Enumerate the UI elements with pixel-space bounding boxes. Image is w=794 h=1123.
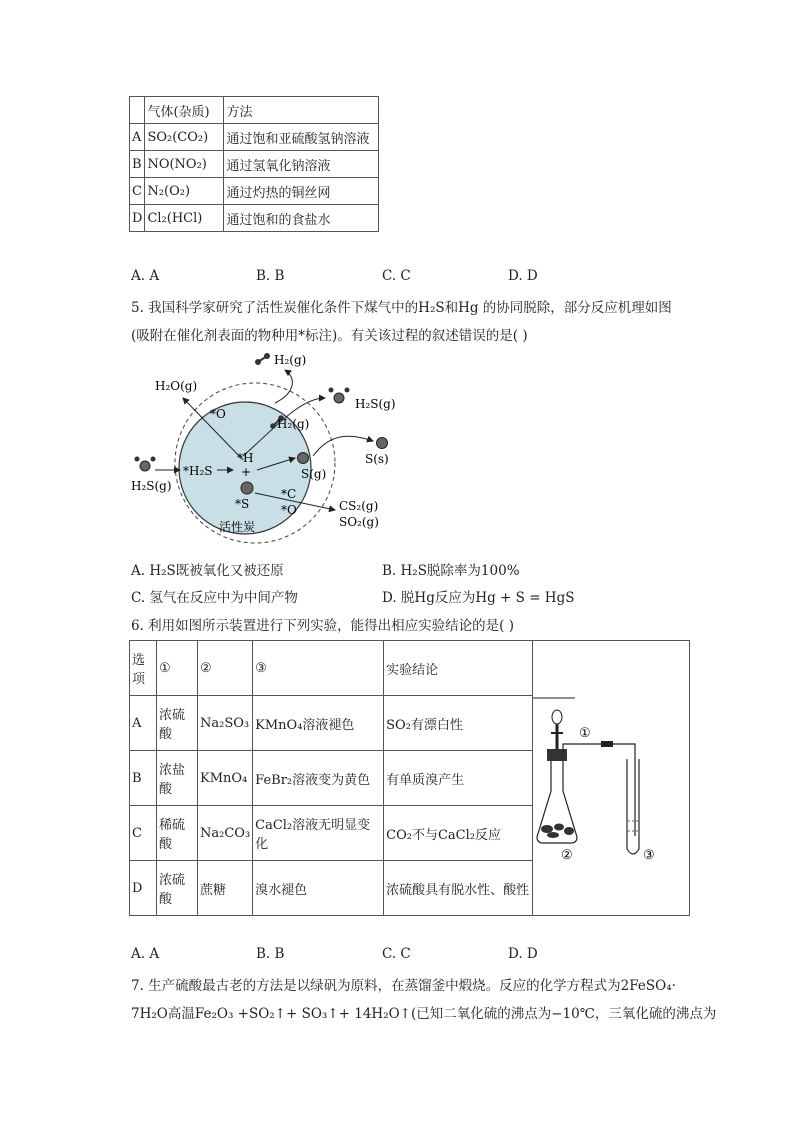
q6-option-b[interactable]: B. B: [256, 946, 285, 962]
q4-option-b[interactable]: B. B: [256, 268, 285, 284]
test-tube-icon: [627, 759, 639, 854]
header-col1: ①: [157, 641, 198, 696]
label-activated-carbon: 活性炭: [219, 520, 256, 534]
reagent1-b: 酸: [159, 782, 173, 797]
label-h2o: H₂O(g): [155, 379, 198, 393]
row-label: B: [130, 751, 157, 806]
reagent1-a: 稀硫: [159, 818, 186, 833]
reagent1-a: 浓硫: [159, 873, 186, 888]
reagent3-cell: CaCl₂溶液无明显变化: [253, 806, 384, 861]
reagent2-cell: Na₂CO₃: [198, 806, 253, 861]
label-so2: SO₂(g): [339, 515, 379, 529]
label-ss: S(s): [365, 452, 389, 466]
sulfur-atom-icon: [298, 453, 309, 464]
row-label: D: [130, 205, 145, 232]
q6-option-c[interactable]: C. C: [382, 946, 411, 962]
reagent1-a: 浓硫: [159, 708, 186, 723]
label-sg: S(g): [301, 467, 327, 481]
q4-option-c[interactable]: C. C: [382, 268, 411, 284]
reagent1-cell: [157, 696, 198, 751]
label-o-star: *O: [210, 407, 226, 421]
reagent1-cell: [157, 861, 198, 916]
h2-molecule-icon: [255, 353, 270, 365]
q5-option-d[interactable]: D. 脱Hg反应为Hg + S = HgS: [382, 590, 575, 606]
reagent2-cell: KMnO₄: [198, 751, 253, 806]
reagent1-b: 酸: [159, 892, 173, 907]
label-cs2: CS₂(g): [339, 499, 379, 513]
reagent2-cell: 蔗糖: [198, 861, 253, 916]
apparatus-cell: [533, 641, 690, 916]
header-conclusion: 实验结论: [384, 641, 533, 696]
reagent3-cell: 溴水褪色: [253, 861, 384, 916]
q7-stem-line2: 7H₂O高温Fe₂O₃ +SO₂↑+ SO₃↑+ 14H₂O↑(已知二氧化硫的沸点为−10℃，三氧化硫的沸点为: [131, 1006, 717, 1022]
label-h2s-star: *H₂S: [183, 464, 213, 478]
stopper-icon: [547, 749, 567, 761]
q5-option-a[interactable]: A. H₂S既被氧化又被还原: [131, 563, 284, 579]
h2s-molecule-icon: [329, 388, 350, 404]
label-h2s-right: H₂S(g): [355, 397, 396, 411]
arrow-ss: [313, 436, 373, 456]
table-header-method: 方法: [224, 97, 379, 124]
method-cell: 通过灼热的铜丝网: [224, 178, 379, 205]
table-row: [130, 151, 379, 178]
reagent1-cell: [157, 806, 198, 861]
sulfur-solid-icon: [377, 438, 388, 449]
label-h2g-top: H₂(g): [274, 353, 307, 367]
conclusion-cell: SO₂有漂白性: [384, 696, 533, 751]
q6-option-a[interactable]: A. A: [131, 946, 160, 962]
delivery-tube-icon: [563, 744, 635, 836]
row-label: D: [130, 861, 157, 916]
reagent1-a: 浓盐: [159, 763, 186, 778]
reagent2-cell: Na₂SO₃: [198, 696, 253, 751]
row-label: A: [130, 124, 145, 151]
q4-option-a[interactable]: A. A: [131, 268, 160, 284]
table-row: [130, 178, 379, 205]
header-col3: ③: [253, 641, 384, 696]
label-h-star: *H: [237, 451, 254, 465]
reagent1-cell: [157, 751, 198, 806]
label-s-star: *S: [235, 497, 250, 511]
apparatus-label-2: ②: [561, 848, 573, 863]
row-label: C: [130, 806, 157, 861]
label-c-star: *C: [281, 487, 297, 501]
experiment-table: [129, 640, 690, 916]
table-header-row: [130, 641, 690, 696]
table-row: [130, 205, 379, 232]
table-header-row: [130, 97, 379, 124]
table-header-gas: 气体(杂质): [145, 97, 224, 124]
reagent1-b: 酸: [159, 837, 173, 852]
header-option: [130, 641, 157, 696]
label-h2s-left: H₂S(g): [131, 479, 172, 493]
gas-cell: SO₂(CO₂): [145, 124, 224, 151]
q5-option-b[interactable]: B. H₂S脱除率为100%: [382, 563, 520, 579]
label-plus: +: [241, 465, 252, 479]
q5-option-c[interactable]: C. 氢气在反应中为中间产物: [131, 590, 298, 606]
gas-cell: NO(NO₂): [145, 151, 224, 178]
row-label: B: [130, 151, 145, 178]
conclusion-cell: 有单质溴产生: [384, 751, 533, 806]
table-cell: [130, 97, 145, 124]
q6-option-d[interactable]: D. D: [508, 946, 538, 962]
method-cell: 通过氢氧化钠溶液: [224, 151, 379, 178]
separatory-funnel-icon: [552, 710, 562, 724]
apparatus-diagram: [533, 641, 689, 915]
label-o-star2: *O: [281, 503, 297, 517]
q5-stem-line2: (吸附在催化剂表面的物种用*标注)。有关该过程的叙述错误的是( ): [131, 328, 528, 344]
reagent3-cell: FeBr₂溶液变为黄色: [253, 751, 384, 806]
apparatus-label-1: ①: [579, 726, 591, 741]
gas-cell: N₂(O₂): [145, 178, 224, 205]
row-label: A: [130, 696, 157, 751]
q7-stem-line1: 7. 生产硫酸最古老的方法是以绿矾为原料，在蒸馏釜中煅烧。反应的化学方程式为2FeSO₄·: [131, 978, 676, 994]
reaction-mechanism-diagram: [125, 348, 405, 548]
row-label: C: [130, 178, 145, 205]
header-col2: ②: [198, 641, 253, 696]
solid-reagent-icon: [541, 824, 574, 839]
gas-cell: Cl₂(HCl): [145, 205, 224, 232]
q5-stem-line1: 5. 我国科学家研究了活性炭催化条件下煤气中的H₂S和Hg 的协同脱除，部分反应机理如图: [131, 300, 672, 316]
q4-option-d[interactable]: D. D: [508, 268, 538, 284]
conclusion-cell: 浓硫酸具有脱水性、酸性: [384, 861, 533, 916]
gas-impurity-table: [129, 96, 379, 232]
label-h2g-mid: H₂(g): [277, 417, 310, 431]
conclusion-cell: CO₂不与CaCl₂反应: [384, 806, 533, 861]
reagent3-cell: KMnO₄溶液褪色: [253, 696, 384, 751]
q6-stem: 6. 利用如图所示装置进行下列实验，能得出相应实验结论的是( ): [131, 618, 514, 634]
method-cell: 通过饱和的食盐水: [224, 205, 379, 232]
reagent1-b: 酸: [159, 727, 173, 742]
header-option-a: 选: [132, 653, 146, 668]
header-option-b: 项: [132, 672, 146, 687]
apparatus-label-3: ③: [643, 848, 655, 863]
sulfur-adsorbed-icon: [241, 482, 253, 494]
table-row: [130, 124, 379, 151]
method-cell: 通过饱和亚硫酸氢钠溶液: [224, 124, 379, 151]
h2s-molecule-left-icon: [135, 457, 156, 472]
